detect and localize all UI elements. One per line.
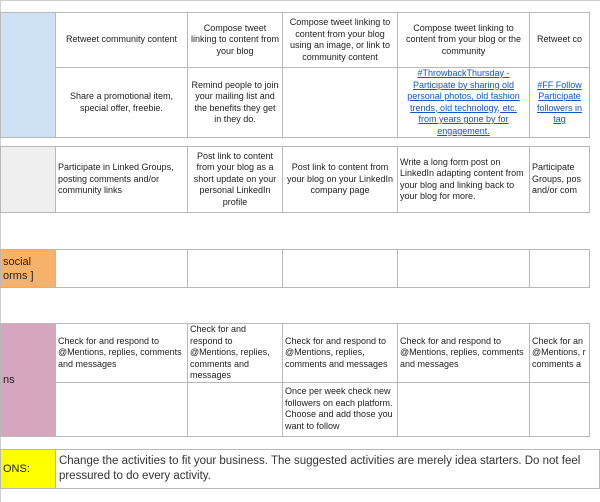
cell[interactable]: Check for and respond to @Mentions, replies, comments and messages — [188, 324, 283, 383]
cell[interactable] — [530, 382, 590, 436]
cell[interactable] — [398, 382, 530, 436]
follow-friday-link[interactable]: #FF Follow Participate followers in tag — [530, 68, 590, 138]
cell[interactable]: Compose tweet linking to content from your blog — [188, 13, 283, 68]
cell[interactable] — [188, 250, 283, 288]
twitter-row-2 — [1, 68, 590, 138]
cell[interactable]: Post link to content from your blog on your LinkedIn company page — [283, 147, 398, 213]
cell[interactable] — [283, 68, 398, 138]
twitter-label-cell[interactable] — [1, 13, 56, 138]
cell[interactable]: Write a long form post on LinkedIn adapting content from your blog and linking back to your blog for more. — [398, 147, 530, 213]
linkedin-section — [0, 146, 590, 213]
cell[interactable]: Participate Groups, pos and/or com — [530, 147, 590, 213]
twitter-section — [0, 12, 590, 138]
cell[interactable]: Compose tweet linking to content from your blog using an image, or link to community content — [283, 13, 398, 68]
cell[interactable]: Once per week check new followers on each platform. Choose and add those you want to follow — [283, 382, 398, 436]
cell[interactable]: Retweet community content — [56, 13, 188, 68]
notes-text[interactable]: Change the activities to fit your business. The suggested activities are merely idea starters. Do not feel pressured to do every activity. — [55, 450, 599, 489]
cell[interactable]: Share a promotional item, special offer, freebie. — [56, 68, 188, 138]
linkedin-label-cell[interactable] — [1, 147, 56, 213]
cell[interactable]: Retweet co — [530, 13, 590, 68]
cell[interactable]: Check for and respond to @Mentions, replies, comments and messages — [56, 324, 188, 383]
engagement-row-1 — [1, 324, 590, 383]
cell[interactable] — [530, 250, 590, 288]
engagement-label[interactable]: ns — [1, 324, 56, 437]
cell[interactable] — [283, 250, 398, 288]
notes-label[interactable]: ONS: — [1, 450, 56, 489]
cell[interactable] — [56, 250, 188, 288]
notes-section — [0, 449, 600, 489]
cell[interactable]: Compose tweet linking to content from your blog or the community — [398, 13, 530, 68]
cell[interactable] — [398, 250, 530, 288]
other-social-row — [1, 250, 590, 288]
cell[interactable]: Remind people to join your mailing list and the benefits they get in they do. — [188, 68, 283, 138]
cell[interactable]: Check for an @Mentions, r comments a — [530, 324, 590, 383]
cell[interactable]: Check for and respond to @Mentions, replies, comments and messages — [283, 324, 398, 383]
other-social-section — [0, 249, 590, 288]
engagement-row-2 — [1, 382, 590, 436]
linkedin-row-1 — [1, 147, 590, 213]
engagement-section — [0, 323, 590, 437]
cell[interactable]: Check for and respond to @Mentions, replies, comments and messages — [398, 324, 530, 383]
notes-row — [1, 450, 600, 489]
twitter-row-1 — [1, 13, 590, 68]
cell[interactable] — [56, 382, 188, 436]
other-social-label[interactable]: social orms ] — [1, 250, 56, 288]
cell[interactable] — [188, 382, 283, 436]
throwback-thursday-link[interactable]: #ThrowbackThursday - Participate by sharing old personal photos, old fashion trends, old technology, etc. from years gone by for engagement. — [398, 68, 530, 138]
cell[interactable]: Participate in Linked Groups, posting comments and/or community links — [56, 147, 188, 213]
cell[interactable]: Post link to content from your blog as a short update on your personal LinkedIn profile — [188, 147, 283, 213]
